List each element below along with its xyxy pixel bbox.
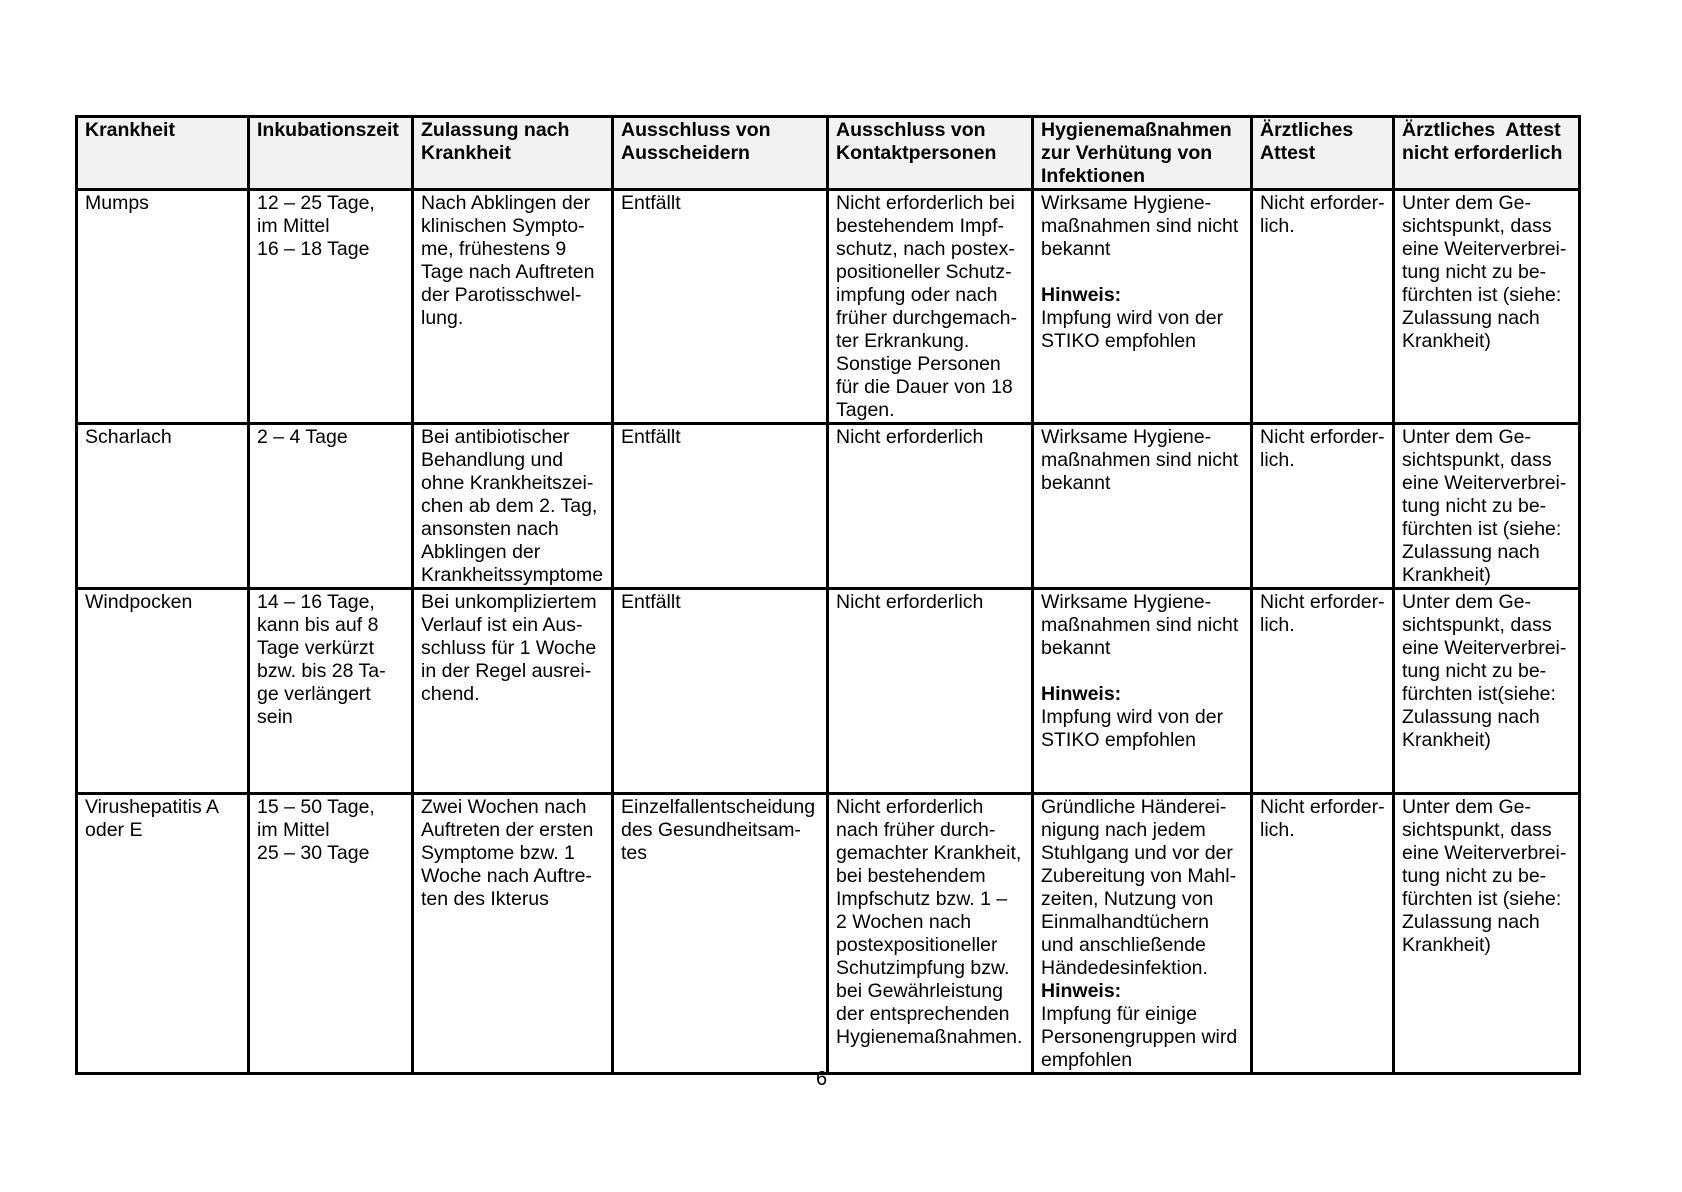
cell-text: Nicht erforder- lich. bbox=[1260, 192, 1385, 237]
column-header-ausschluss-ausscheider: Ausschluss von Ausscheidern bbox=[613, 117, 828, 190]
cell-text: Entfällt bbox=[621, 426, 681, 448]
column-header-attest-nicht-erforderlich: Ärztliches Attest nicht erforderlich bbox=[1394, 117, 1580, 190]
cell-ausschluss-ausscheider bbox=[613, 424, 828, 589]
cell-text: Nicht erforderlich bbox=[836, 591, 984, 613]
cell-text: Unter dem Ge- sichtspunkt, dass eine Weiterverbrei- tung nicht zu be- fürchten ist (siehe: Zulassung nach Krankheit) bbox=[1402, 426, 1567, 586]
cell-krankheit bbox=[77, 794, 249, 1074]
cell-text: Bei unkompliziertem Verlauf ist ein Aus- schluss für 1 Woche in der Regel ausrei- chend. bbox=[421, 591, 597, 705]
cell-text: Windpocken bbox=[85, 591, 193, 613]
cell-aerztliches-attest bbox=[1252, 589, 1394, 794]
cell-text: 15 – 50 Tage, im Mittel 25 – 30 Tage bbox=[257, 796, 375, 864]
cell-ausschluss-kontaktpersonen bbox=[828, 794, 1033, 1074]
cell-hygienemassnahmen bbox=[1033, 190, 1252, 424]
cell-text: Nicht erforder- lich. bbox=[1260, 796, 1385, 841]
cell-hygienemassnahmen bbox=[1033, 589, 1252, 794]
table-row bbox=[77, 190, 1580, 424]
cell-text: Zwei Wochen nach Auftreten der ersten Symptome bzw. 1 Woche nach Auftre- ten des Ikterus bbox=[421, 796, 594, 910]
cell-text: Unter dem Ge- sichtspunkt, dass eine Weiterverbrei- tung nicht zu be- fürchten ist (siehe: Zulassung nach Krankheit) bbox=[1402, 192, 1567, 352]
column-header-krankheit: Krankheit bbox=[77, 117, 249, 190]
cell-text: Scharlach bbox=[85, 426, 172, 448]
cell-ausschluss-ausscheider bbox=[613, 794, 828, 1074]
cell-text: 14 – 16 Tage, kann bis auf 8 Tage verkürzt bzw. bis 28 Ta- ge verlängert sein bbox=[257, 591, 386, 728]
cell-text: 12 – 25 Tage, im Mittel 16 – 18 Tage bbox=[257, 192, 375, 260]
cell-text: Entfällt bbox=[621, 192, 681, 214]
cell-text: Virushepatitis A oder E bbox=[85, 796, 220, 841]
cell-text: Wirksame Hygiene- maßnahmen sind nicht bekannt bbox=[1041, 591, 1239, 659]
cell-text: 2 – 4 Tage bbox=[257, 426, 348, 448]
cell-text: Nicht erforderlich nach früher durch- gemachter Krankheit, bei bestehendem Impfschutz bzw. 1 – 2 Wochen nach postexpositioneller Schutzimpfung bzw. bei Gewährleistung der entsprechenden Hygienemaßnahmen. bbox=[836, 796, 1023, 1048]
hint-label: Hinweis: bbox=[1041, 284, 1122, 306]
cell-zulassung bbox=[413, 589, 613, 794]
cell-ausschluss-ausscheider bbox=[613, 589, 828, 794]
disease-table bbox=[75, 115, 1581, 1075]
cell-text: Nicht erforder- lich. bbox=[1260, 591, 1385, 636]
cell-attest-nicht-erforderlich bbox=[1394, 424, 1580, 589]
hint-label: Hinweis: bbox=[1041, 980, 1122, 1002]
column-header-aerztliches-attest: Ärztliches Attest bbox=[1252, 117, 1394, 190]
cell-aerztliches-attest bbox=[1252, 424, 1394, 589]
cell-text: Einzelfallentscheidung des Gesundheitsam- tes bbox=[621, 796, 816, 864]
hint-label: Hinweis: bbox=[1041, 683, 1122, 705]
cell-text: Nicht erforderlich bei bestehendem Impf- schutz, nach postex- positioneller Schutz- impfung oder nach früher durchgemach- ter Erkrankung. Sonstige Personen für die Dauer von 18 Tagen. bbox=[836, 192, 1018, 421]
table-row bbox=[77, 424, 1580, 589]
cell-zulassung bbox=[413, 424, 613, 589]
cell-text: Gründliche Händerei- nigung nach jedem Stuhlgang und vor der Zubereitung von Mahl- zeiten, Nutzung von Einmalhandtüchern und anschließende Händedesinfektion. bbox=[1041, 796, 1237, 979]
cell-text: Wirksame Hygiene- maßnahmen sind nicht bekannt bbox=[1041, 426, 1239, 494]
cell-hygienemassnahmen bbox=[1033, 794, 1252, 1074]
cell-krankheit bbox=[77, 190, 249, 424]
column-header-inkubationszeit: Inkubationszeit bbox=[249, 117, 413, 190]
cell-text: Bei antibiotischer Behandlung und ohne Krankheitszei- chen ab dem 2. Tag, ansonsten nach Abklingen der Krankheitssymptome bbox=[421, 426, 604, 586]
cell-text: Unter dem Ge- sichtspunkt, dass eine Weiterverbrei- tung nicht zu be- fürchten ist(siehe: Zulassung nach Krankheit) bbox=[1402, 591, 1567, 751]
cell-text: Impfung wird von der STIKO empfohlen bbox=[1041, 706, 1224, 751]
cell-text: Nicht erforder- lich. bbox=[1260, 426, 1385, 471]
cell-zulassung bbox=[413, 190, 613, 424]
cell-text: Impfung für einige Personengruppen wird empfohlen bbox=[1041, 1003, 1238, 1071]
cell-ausschluss-kontaktpersonen bbox=[828, 190, 1033, 424]
cell-inkubationszeit bbox=[249, 190, 413, 424]
cell-ausschluss-kontaktpersonen bbox=[828, 424, 1033, 589]
cell-text: Wirksame Hygiene- maßnahmen sind nicht bekannt bbox=[1041, 192, 1239, 260]
cell-inkubationszeit bbox=[249, 424, 413, 589]
page-number: 6 bbox=[816, 1068, 828, 1090]
table-row bbox=[77, 794, 1580, 1074]
cell-text: Nach Abklingen der klinischen Sympto- me, frühestens 9 Tage nach Auftreten der Parotisschwel- lung. bbox=[421, 192, 595, 329]
cell-inkubationszeit bbox=[249, 589, 413, 794]
cell-text: Mumps bbox=[85, 192, 149, 214]
cell-text: Unter dem Ge- sichtspunkt, dass eine Weiterverbrei- tung nicht zu be- fürchten ist (siehe: Zulassung nach Krankheit) bbox=[1402, 796, 1567, 956]
cell-text: Impfung wird von der STIKO empfohlen bbox=[1041, 307, 1224, 352]
header-row bbox=[77, 117, 1580, 190]
cell-text: Nicht erforderlich bbox=[836, 426, 984, 448]
column-header-hygienemassnahmen: Hygienemaßnahmen zur Verhütung von Infektionen bbox=[1033, 117, 1252, 190]
column-header-ausschluss-kontaktpersonen: Ausschluss von Kontaktpersonen bbox=[828, 117, 1033, 190]
cell-krankheit bbox=[77, 424, 249, 589]
cell-ausschluss-ausscheider bbox=[613, 190, 828, 424]
cell-hygienemassnahmen bbox=[1033, 424, 1252, 589]
cell-attest-nicht-erforderlich bbox=[1394, 589, 1580, 794]
cell-aerztliches-attest bbox=[1252, 190, 1394, 424]
cell-attest-nicht-erforderlich bbox=[1394, 794, 1580, 1074]
cell-text: Entfällt bbox=[621, 591, 681, 613]
cell-attest-nicht-erforderlich bbox=[1394, 190, 1580, 424]
table-row bbox=[77, 589, 1580, 794]
column-header-zulassung: Zulassung nach Krankheit bbox=[413, 117, 613, 190]
cell-ausschluss-kontaktpersonen bbox=[828, 589, 1033, 794]
cell-zulassung bbox=[413, 794, 613, 1074]
cell-krankheit bbox=[77, 589, 249, 794]
cell-inkubationszeit bbox=[249, 794, 413, 1074]
cell-aerztliches-attest bbox=[1252, 794, 1394, 1074]
